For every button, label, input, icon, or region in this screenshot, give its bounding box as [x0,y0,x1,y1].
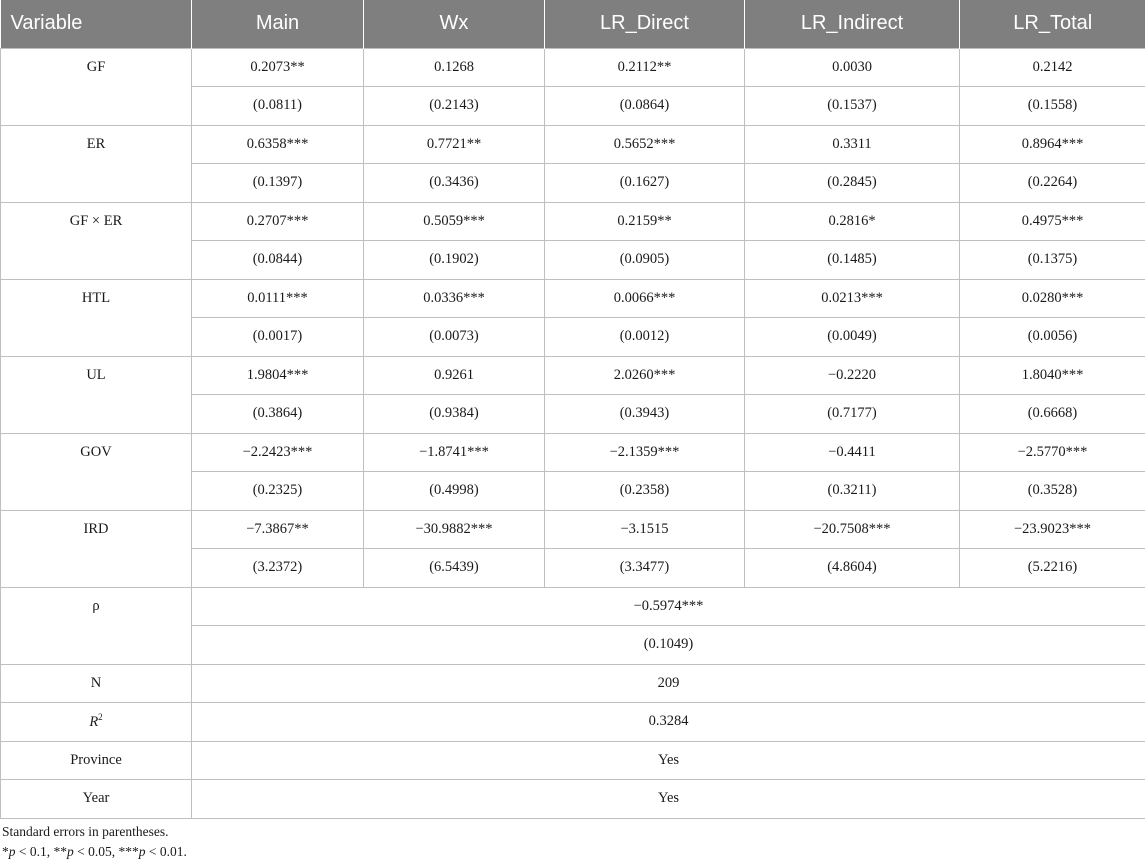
cell-gf-lr-total: 0.2142 [960,48,1145,87]
table-row-gf-coef [1,48,1145,87]
row-label-province: Province [1,741,192,780]
note-p-1: p [8,844,16,859]
cell-ul-lr-indirect: −0.2220 [745,356,960,395]
cell-gf-lr-indirect: 0.0030 [745,48,960,87]
cell-ird-lr-indirect: −20.7508*** [745,510,960,549]
row-label-n: N [1,664,192,703]
note-threshold-3: < 0.01. [145,844,187,859]
cell-ird-main-se: (3.2372) [192,549,364,588]
note-standard-errors: Standard errors in parentheses. [2,824,169,839]
cell-er-lr-total: 0.8964*** [960,125,1145,164]
note-threshold-2: < 0.05, *** [73,844,139,859]
header-variable: Variable [1,0,192,48]
cell-ul-lr-total-se: (0.6668) [960,395,1145,434]
cell-gf-lr-indirect-se: (0.1537) [745,87,960,126]
table-row-ird-coef [1,510,1145,549]
cell-gfxer-lr-total: 0.4975*** [960,202,1145,241]
cell-gf-main-se: (0.0811) [192,87,364,126]
header-lr-total: LR_Total [960,0,1145,48]
table-row-r2 [1,703,1145,742]
cell-htl-main-se: (0.0017) [192,318,364,357]
row-label-year: Year [1,780,192,819]
cell-ul-lr-total: 1.8040*** [960,356,1145,395]
cell-er-lr-direct: 0.5652*** [545,125,745,164]
cell-er-lr-indirect-se: (0.2845) [745,164,960,203]
cell-ul-main: 1.9804*** [192,356,364,395]
table-notes [2,822,187,862]
cell-htl-wx-se: (0.0073) [364,318,545,357]
table-row-er-coef [1,125,1145,164]
cell-ul-wx: 0.9261 [364,356,545,395]
cell-ul-lr-indirect-se: (0.7177) [745,395,960,434]
note-p-3: p [138,844,146,859]
row-label-r2 [1,703,192,742]
cell-er-wx: 0.7721** [364,125,545,164]
cell-n-value: 209 [192,664,1145,703]
cell-htl-main: 0.0111*** [192,279,364,318]
header-lr-indirect: LR_Indirect [745,0,960,48]
cell-ird-lr-indirect-se: (4.8604) [745,549,960,588]
cell-ul-main-se: (0.3864) [192,395,364,434]
cell-rho-se: (0.1049) [192,626,1145,665]
table-row-gov-coef [1,433,1145,472]
cell-gfxer-wx-se: (0.1902) [364,241,545,280]
cell-gov-wx: −1.8741*** [364,433,545,472]
cell-gfxer-lr-direct-se: (0.0905) [545,241,745,280]
r2-label-r: R [89,714,99,731]
row-label-rho: ρ [1,587,192,664]
row-label-er: ER [1,125,192,202]
cell-ul-lr-direct-se: (0.3943) [545,395,745,434]
cell-htl-wx: 0.0336*** [364,279,545,318]
cell-htl-lr-direct-se: (0.0012) [545,318,745,357]
cell-gov-main: −2.2423*** [192,433,364,472]
cell-htl-lr-indirect-se: (0.0049) [745,318,960,357]
note-star-1: * [2,844,9,859]
note-threshold-1: < 0.1, ** [15,844,67,859]
table-row-gfxer-coef [1,202,1145,241]
cell-ird-lr-direct-se: (3.3477) [545,549,745,588]
cell-gf-wx-se: (0.2143) [364,87,545,126]
cell-er-main-se: (0.1397) [192,164,364,203]
cell-gov-lr-total: −2.5770*** [960,433,1145,472]
cell-gfxer-lr-total-se: (0.1375) [960,241,1145,280]
table-row-rho-coef [1,587,1145,626]
cell-ird-lr-total-se: (5.2216) [960,549,1145,588]
table-row-ul-coef [1,356,1145,395]
cell-gf-wx: 0.1268 [364,48,545,87]
header-main: Main [192,0,364,48]
cell-htl-lr-total: 0.0280*** [960,279,1145,318]
table-row-htl-coef [1,279,1145,318]
row-label-ul: UL [1,356,192,433]
cell-htl-lr-indirect: 0.0213*** [745,279,960,318]
table-body [1,48,1145,818]
cell-ird-lr-total: −23.9023*** [960,510,1145,549]
cell-gfxer-lr-indirect-se: (0.1485) [745,241,960,280]
cell-ird-wx-se: (6.5439) [364,549,545,588]
header-row [1,0,1145,48]
cell-htl-lr-total-se: (0.0056) [960,318,1145,357]
cell-gfxer-main: 0.2707*** [192,202,364,241]
table-row-n [1,664,1145,703]
cell-gf-lr-direct-se: (0.0864) [545,87,745,126]
header-wx: Wx [364,0,545,48]
table-row-province [1,741,1145,780]
cell-htl-lr-direct: 0.0066*** [545,279,745,318]
cell-er-main: 0.6358*** [192,125,364,164]
cell-er-lr-indirect: 0.3311 [745,125,960,164]
cell-r2-value: 0.3284 [192,703,1145,742]
r2-label-sup: 2 [98,712,103,723]
row-label-gfxer: GF × ER [1,202,192,279]
cell-er-lr-direct-se: (0.1627) [545,164,745,203]
cell-gf-lr-direct: 0.2112** [545,48,745,87]
cell-gov-lr-indirect-se: (0.3211) [745,472,960,511]
cell-gov-main-se: (0.2325) [192,472,364,511]
cell-gf-main: 0.2073** [192,48,364,87]
table-header [1,0,1145,48]
cell-gfxer-lr-direct: 0.2159** [545,202,745,241]
row-label-htl: HTL [1,279,192,356]
cell-gf-lr-total-se: (0.1558) [960,87,1145,126]
cell-gov-lr-direct: −2.1359*** [545,433,745,472]
row-label-gf: GF [1,48,192,125]
note-p-2: p [67,844,74,859]
header-lr-direct: LR_Direct [545,0,745,48]
cell-gfxer-wx: 0.5059*** [364,202,545,241]
cell-gov-wx-se: (0.4998) [364,472,545,511]
cell-er-lr-total-se: (0.2264) [960,164,1145,203]
row-label-gov: GOV [1,433,192,510]
note-significance [2,842,187,862]
table-row-year [1,780,1145,819]
cell-gov-lr-direct-se: (0.2358) [545,472,745,511]
cell-ird-lr-direct: −3.1515 [545,510,745,549]
cell-ird-wx: −30.9882*** [364,510,545,549]
cell-er-wx-se: (0.3436) [364,164,545,203]
cell-gfxer-lr-indirect: 0.2816* [745,202,960,241]
cell-rho-coef: −0.5974*** [192,587,1145,626]
cell-gov-lr-total-se: (0.3528) [960,472,1145,511]
cell-gov-lr-indirect: −0.4411 [745,433,960,472]
cell-province-value: Yes [192,741,1145,780]
cell-ul-lr-direct: 2.0260*** [545,356,745,395]
cell-ird-main: −7.3867** [192,510,364,549]
cell-gfxer-main-se: (0.0844) [192,241,364,280]
cell-ul-wx-se: (0.9384) [364,395,545,434]
row-label-ird: IRD [1,510,192,587]
cell-year-value: Yes [192,780,1145,819]
